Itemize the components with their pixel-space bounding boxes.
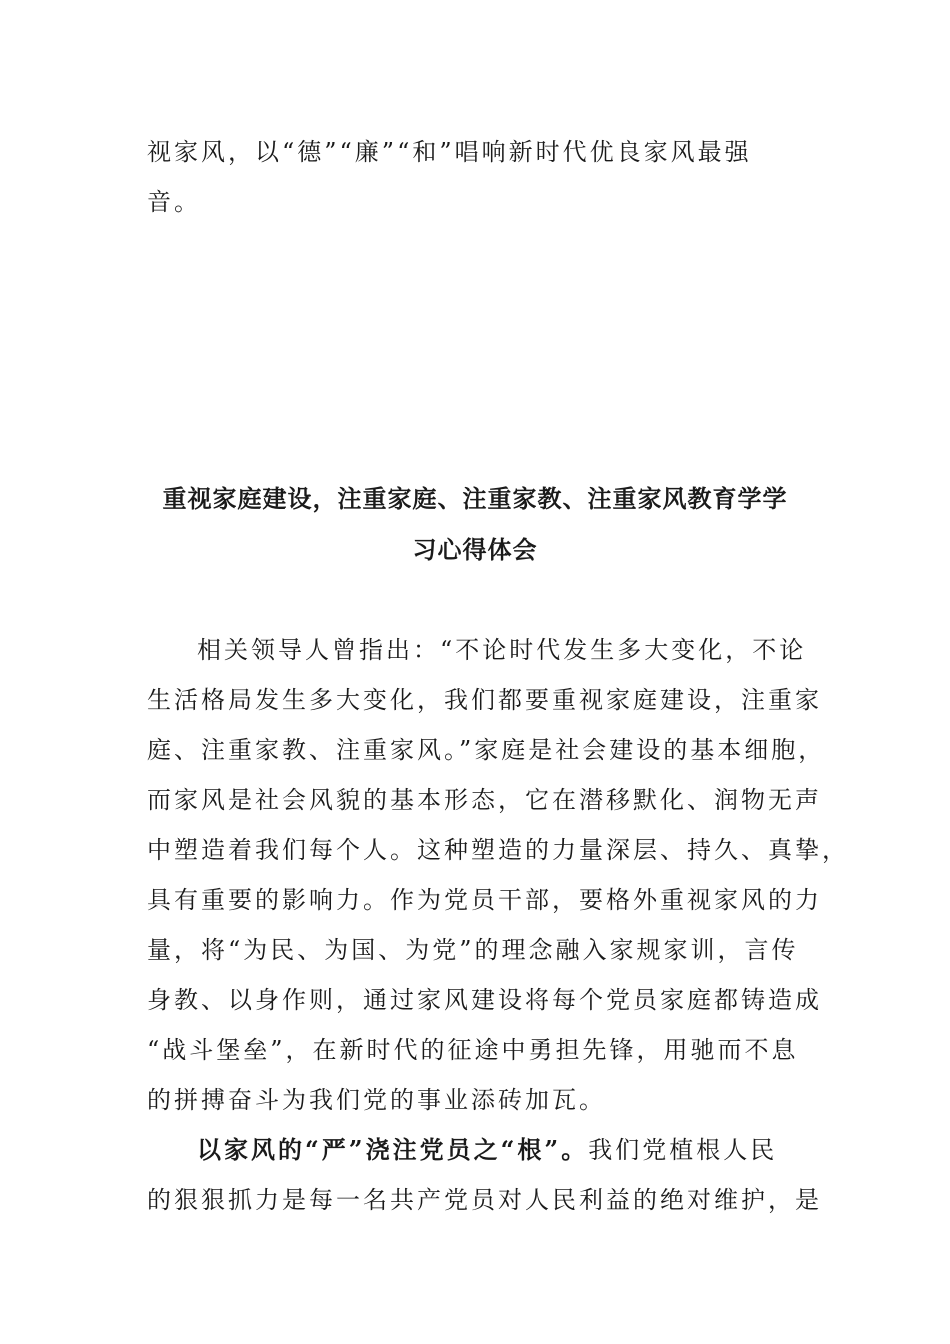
- paragraph-line: 生活格局发生多大变化，我们都要重视家庭建设，注重家: [147, 686, 822, 714]
- paragraph-line: 而家风是社会风貌的基本形态，它在潜移默化、润物无声: [147, 786, 822, 814]
- text-line: 视家风，以“德”“廉”“和”唱响新时代优良家风最强: [147, 138, 752, 166]
- paragraph-line: 量，将“为民、为国、为党”的理念融入家规家训，言传: [147, 936, 799, 964]
- paragraph-line: [197, 1134, 807, 1166]
- text-line: 音。: [147, 188, 201, 216]
- paragraph-line: 的狠狠抓力是每一名共产党员对人民利益的绝对维护，是: [147, 1186, 822, 1214]
- paragraph-line: 身教、以身作则，通过家风建设将每个党员家庭都铸造成: [147, 986, 822, 1014]
- paragraph-line: “战斗堡垒”，在新时代的征途中勇担先锋，用驰而不息: [147, 1036, 799, 1064]
- paragraph-line: 的拼搏奋斗为我们党的事业添砖加瓦。: [147, 1086, 606, 1114]
- section-lead-heading: 以家风的“严”浇注党员之“根”。: [197, 1135, 589, 1164]
- paragraph-text: 我们党植根人民: [588, 1136, 778, 1164]
- paragraph-line: 庭、注重家教、注重家风。”家庭是社会建设的基本细胞，: [147, 736, 826, 764]
- paragraph-line: 相关领导人曾指出：“不论时代发生多大变化，不论: [197, 636, 807, 664]
- article-title-line-1: 重视家庭建设，注重家庭、注重家教、注重家风教育学学: [162, 484, 788, 513]
- paragraph-line: 中塑造着我们每个人。这种塑造的力量深层、持久、真挚，: [147, 836, 849, 864]
- paragraph-line: 具有重要的影响力。作为党员干部，要格外重视家风的力: [147, 886, 822, 914]
- article-title-line-2: 习心得体会: [412, 535, 538, 564]
